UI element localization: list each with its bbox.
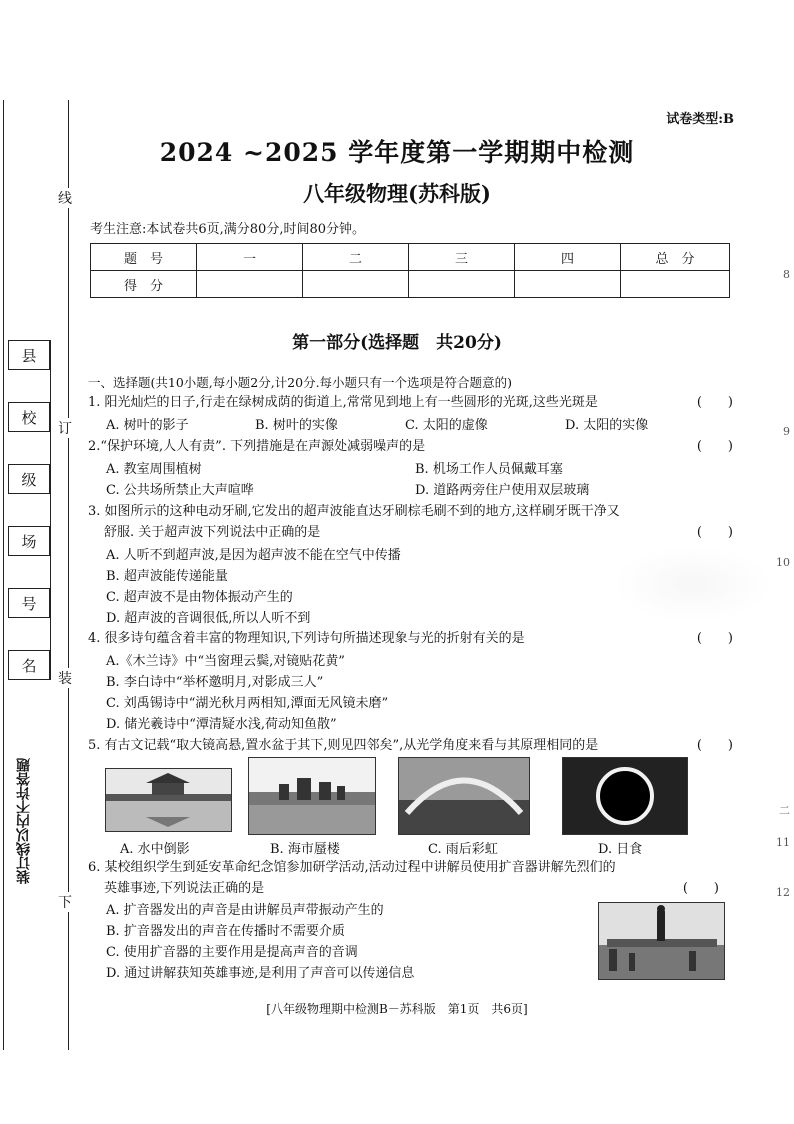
question-4 xyxy=(88,628,733,649)
score-input-cell[interactable] xyxy=(515,271,621,298)
exam-room-box: 场 xyxy=(8,526,50,556)
option-a[interactable]: A. 扩音器发出的声音是由讲解员声带振动产生的 xyxy=(106,903,384,918)
question-stem: 英雄事迹,下列说法正确的是 xyxy=(104,881,265,896)
question-6 xyxy=(88,857,733,899)
eclipse-image xyxy=(562,757,688,835)
answer-bracket[interactable]: ( ) xyxy=(696,395,733,410)
page-footer: [八年级物理期中检测B－苏科版 第1页 共6页] xyxy=(266,1002,528,1016)
question-1 xyxy=(88,392,733,413)
binding-line-outer xyxy=(3,100,4,1050)
binding-char-xia: 下 xyxy=(58,892,72,912)
rainbow-image xyxy=(398,757,530,835)
option-a[interactable]: A. 树叶的影子 xyxy=(106,418,189,433)
option-d[interactable]: D. 道路两旁住户使用双层玻璃 xyxy=(415,483,590,498)
seat-number-box: 号 xyxy=(8,588,50,618)
score-input-cell[interactable] xyxy=(409,271,515,298)
score-input-cell[interactable] xyxy=(303,271,409,298)
option-c[interactable]: C. 超声波不是由物体振动产生的 xyxy=(106,590,293,605)
option-c[interactable]: C. 雨后彩虹 xyxy=(428,842,498,857)
option-b[interactable]: B. 扩音器发出的声音在传播时不需要介质 xyxy=(106,924,345,939)
reflection-image xyxy=(105,768,232,832)
school-box: 校 xyxy=(8,402,50,432)
memorial-hall-image xyxy=(598,902,725,980)
option-d[interactable]: D. 太阳的实像 xyxy=(565,418,649,433)
rainbow-icon xyxy=(399,758,529,834)
option-d[interactable]: D. 日食 xyxy=(598,842,643,857)
edge-mark-11: 11 xyxy=(776,836,790,849)
edge-mark-8: 8 xyxy=(783,268,790,281)
score-cell: 总 分 xyxy=(621,244,730,271)
option-c[interactable]: C. 使用扩音器的主要作用是提高声音的音调 xyxy=(106,945,358,960)
question-stem: 2.“保护环境,人人有责”. 下列措施是在声源处减弱噪声的是 xyxy=(88,439,426,454)
mirage-city-icon xyxy=(249,758,375,834)
score-cell: 四 xyxy=(515,244,621,271)
edge-mark-12: 12 xyxy=(776,886,790,899)
option-a[interactable]: A. 人听不到超声波,是因为超声波不能在空气中传播 xyxy=(106,548,401,563)
paper-type: 试卷类型:B xyxy=(666,112,734,127)
county-box: 县 xyxy=(8,340,50,370)
option-c[interactable]: C. 公共场所禁止大声喧哗 xyxy=(106,483,254,498)
question-stem: 3. 如图所示的这种电动牙刷,它发出的超声波能直达牙刷棕毛刷不到的地方,这样刷牙既干净又 xyxy=(88,504,620,519)
score-cell: 题 号 xyxy=(91,244,197,271)
answer-bracket[interactable]: ( ) xyxy=(682,881,719,896)
option-d[interactable]: D. 储光羲诗中“潭清疑水浅,荷动知鱼散” xyxy=(106,717,337,732)
page-subtitle: 八年级物理(苏科版) xyxy=(303,181,491,206)
eclipse-icon xyxy=(563,758,687,834)
question-stem: 舒服. 关于超声波下列说法中正确的是 xyxy=(104,525,321,540)
binding-char-zhuang: 装 xyxy=(58,668,72,688)
option-c[interactable]: C. 太阳的虚像 xyxy=(405,418,488,433)
binding-line-inner xyxy=(50,340,51,680)
question-5 xyxy=(88,735,733,756)
score-cell: 得 分 xyxy=(91,271,197,298)
score-cell: 二 xyxy=(303,244,409,271)
score-cell: 一 xyxy=(197,244,303,271)
class-box: 级 xyxy=(8,464,50,494)
page-title: 2024 ~2025 学年度第一学期期中检测 xyxy=(159,138,635,167)
toothbrush-image-placeholder xyxy=(618,548,768,620)
option-d[interactable]: D. 通过讲解获知英雄事迹,是利用了声音可以传递信息 xyxy=(106,966,415,981)
answer-bracket[interactable]: ( ) xyxy=(696,525,733,540)
name-box: 名 xyxy=(8,650,50,680)
exam-notice: 考生注意:本试卷共6页,满分80分,时间80分钟。 xyxy=(90,222,365,237)
option-b[interactable]: B. 海市蜃楼 xyxy=(270,842,340,857)
option-c[interactable]: C. 刘禹锡诗中“湖光秋月两相知,潭面无风镜未磨” xyxy=(106,696,389,711)
question-2 xyxy=(88,436,733,457)
option-b[interactable]: B. 李白诗中“举杯邀明月,对影成三人” xyxy=(106,675,324,690)
edge-mark-2: 二 xyxy=(779,804,790,817)
score-input-cell[interactable] xyxy=(197,271,303,298)
answer-bracket[interactable]: ( ) xyxy=(696,631,733,646)
edge-mark-9: 9 xyxy=(783,425,790,438)
mirage-image xyxy=(248,757,376,835)
score-table-header-row xyxy=(91,244,730,271)
option-a[interactable]: A. 水中倒影 xyxy=(120,842,190,857)
score-input-cell[interactable] xyxy=(621,271,730,298)
question-stem: 6. 某校组织学生到延安革命纪念馆参加研学活动,活动过程中讲解员使用扩音器讲解先烈们的 xyxy=(88,860,616,875)
option-b[interactable]: B. 机场工作人员佩戴耳塞 xyxy=(415,462,563,477)
option-d[interactable]: D. 超声波的音调很低,所以人听不到 xyxy=(106,611,311,626)
question-stem: 1. 阳光灿烂的日子,行走在绿树成荫的街道上,常常见到地上有一些圆形的光斑,这些光斑是 xyxy=(88,395,598,410)
binding-char-ding: 订 xyxy=(58,418,72,438)
score-cell: 三 xyxy=(409,244,515,271)
memorial-statue-icon xyxy=(599,903,724,979)
binding-warning: 装订线以内不许答题 xyxy=(16,758,32,884)
score-table-score-row xyxy=(91,271,730,298)
option-a[interactable]: A. 教室周围植树 xyxy=(106,462,202,477)
question-3 xyxy=(88,501,733,543)
question-stem: 4. 很多诗句蕴含着丰富的物理知识,下列诗句所描述现象与光的折射有关的是 xyxy=(88,631,525,646)
option-b[interactable]: B. 树叶的实像 xyxy=(255,418,338,433)
binding-char-xian: 线 xyxy=(58,188,72,208)
question-stem: 5. 有古文记载“取大镜高悬,置水盆于其下,则见四邻矣”,从光学角度来看与其原理相同的是 xyxy=(88,738,599,753)
answer-bracket[interactable]: ( ) xyxy=(696,439,733,454)
score-table xyxy=(90,243,730,298)
answer-bracket[interactable]: ( ) xyxy=(696,738,733,753)
pagoda-icon xyxy=(106,769,231,831)
option-b[interactable]: B. 超声波能传递能量 xyxy=(106,569,228,584)
part-title: 第一部分(选择题 共20分) xyxy=(292,333,502,353)
option-a[interactable]: A.《木兰诗》中“当窗理云鬓,对镜贴花黄” xyxy=(106,654,345,669)
section-title: 一、选择题(共10小题,每小题2分,计20分.每小题只有一个选项是符合题意的) xyxy=(88,375,512,390)
edge-mark-10: 10 xyxy=(776,556,790,569)
